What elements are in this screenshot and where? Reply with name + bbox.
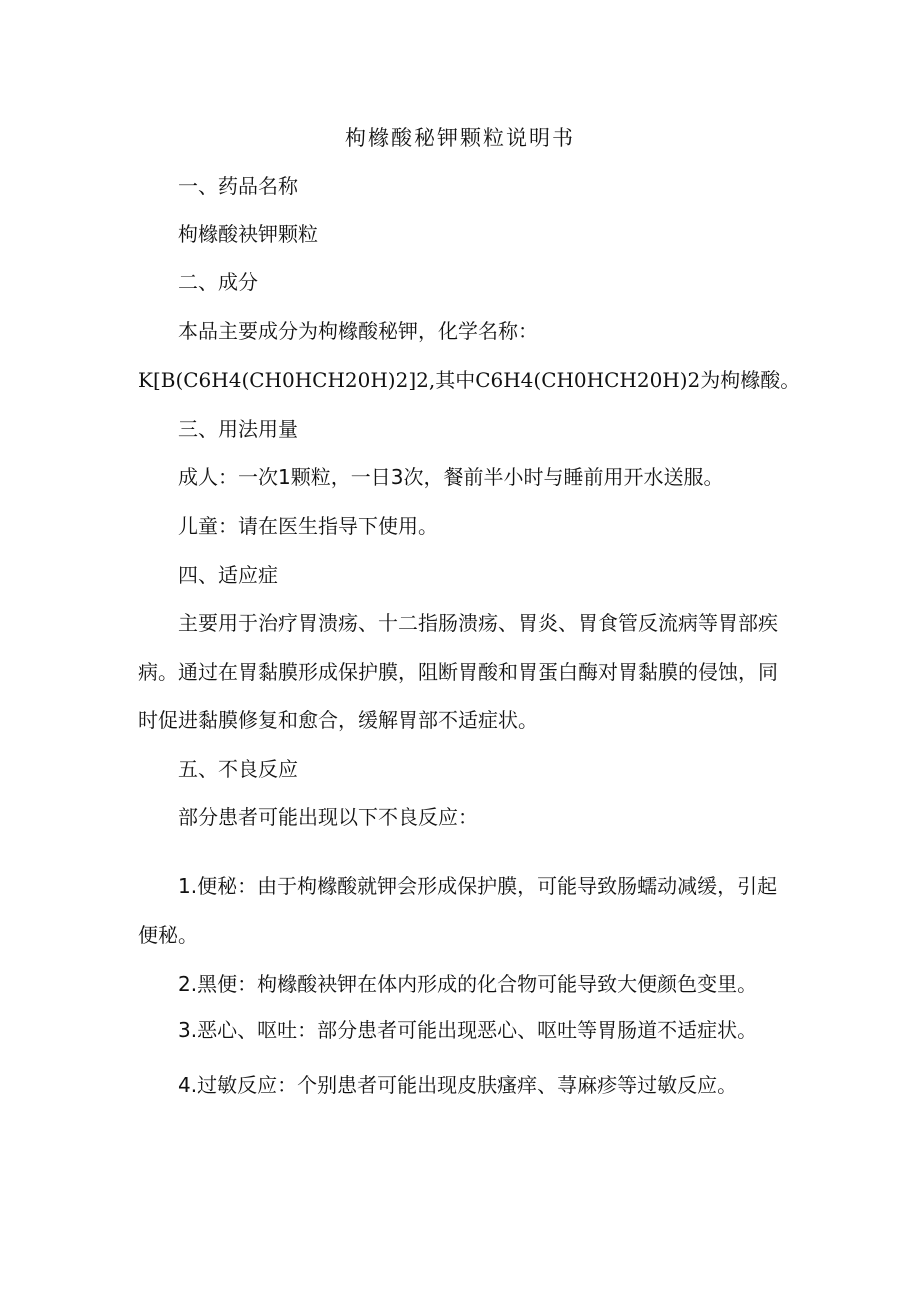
section-heading-adverse-reactions: 五、不良反应 bbox=[178, 757, 298, 781]
adverse-item-1-line-1: 1.便秘：由于枸橼酸就钾会形成保护膜，可能导致肠蠕动减缓，引起 bbox=[178, 874, 778, 898]
adverse-item-2: 2.黑便：枸橼酸袂钾在体内形成的化合物可能导致大便颜色变里。 bbox=[178, 972, 758, 996]
section-heading-drug-name: 一、药品名称 bbox=[178, 174, 298, 198]
indications-text-line-3: 时促进黏膜修复和愈合，缓解胃部不适症状。 bbox=[138, 708, 538, 732]
indications-text-line-2: 病。通过在胃黏膜形成保护膜，阻断胃酸和胃蛋白酶对胃黏膜的侵蚀，同 bbox=[138, 660, 778, 684]
adverse-item-4: 4.过敏反应：个别患者可能出现皮肤瘙痒、荨麻疹等过敏反应。 bbox=[178, 1073, 738, 1097]
ingredients-text-line-1: 本品主要成分为枸橼酸秘钾，化学名称： bbox=[178, 319, 538, 343]
adverse-item-1-line-2: 便秘。 bbox=[138, 923, 198, 947]
dosage-child-text: 儿童：请在医生指导下使用。 bbox=[178, 514, 438, 538]
section-heading-indications: 四、适应症 bbox=[178, 563, 278, 587]
ingredients-text-line-2: K[B(C6H4(CH0HCH20H)2]2,其中C6H4(CH0HCH20H)2为枸橼酸。 bbox=[138, 368, 801, 392]
section-heading-ingredients: 二、成分 bbox=[178, 270, 258, 294]
page-title: 枸橼酸秘钾颗粒说明书 bbox=[345, 126, 575, 150]
dosage-adult-text: 成人：一次1颗粒，一日3次，餐前半小时与睡前用开水送服。 bbox=[178, 465, 724, 489]
drug-name-text: 枸橼酸袂钾颗粒 bbox=[178, 222, 318, 246]
adverse-reactions-intro: 部分患者可能出现以下不良反应： bbox=[178, 805, 478, 829]
section-heading-dosage: 三、用法用量 bbox=[178, 417, 298, 441]
adverse-item-3: 3.恶心、呕吐：部分患者可能出现恶心、呕吐等胃肠道不适症状。 bbox=[178, 1018, 758, 1042]
indications-text-line-1: 主要用于治疗胃溃疡、十二指肠溃疡、胃炎、胃食管反流病等胃部疾 bbox=[178, 611, 778, 635]
